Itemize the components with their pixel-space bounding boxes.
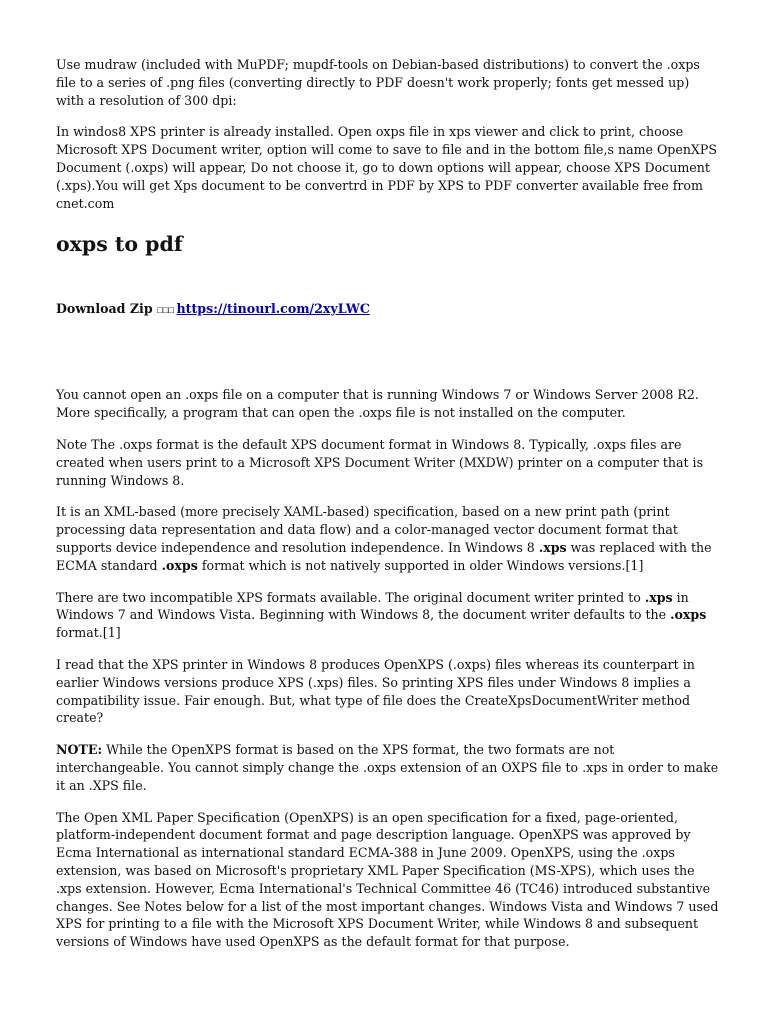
bold-term: .xps	[538, 539, 567, 555]
bold-term: .oxps	[161, 557, 198, 573]
body-paragraph-note: Note The .oxps format is the default XPS document format in Windows 8. Typically, .oxps files are created when users print to a Microsoft XPS Document Writer (MXDW) printer on a computer that is running Windows 8.	[56, 436, 704, 488]
bold-term: .xps	[644, 589, 673, 605]
download-line	[56, 300, 720, 319]
text-run: While the OpenXPS format is based on the XPS format, the two formats are not interchangeable. You cannot simply change the .oxps extension of an OXPS file to .xps in order to make it an .XPS file.	[56, 742, 719, 793]
body-paragraph-incompatible-formats	[56, 589, 720, 642]
body-paragraph-note-openxps	[56, 741, 720, 794]
body-paragraph-xps-printer: I read that the XPS printer in Windows 8 produces OpenXPS (.oxps) files whereas its counterpart in earlier Windows versions produce XPS (.xps) files. So printing XPS files under Windows 8 implies a compatibility issue. Fair enough. But, what type of file does the CreateXpsDocumentWriter method create?	[56, 656, 695, 726]
body-paragraph-cannot-open: You cannot open an .oxps file on a computer that is running Windows 7 or Windows Server 2008 R2. More specifically, a program that can open the .oxps file is not installed on the computer.	[56, 387, 699, 421]
download-label: Download Zip	[56, 301, 153, 317]
intro-paragraph-windows8: In windos8 XPS printer is already installed. Open oxps file in xps viewer and click to print, choose Microsoft XPS Document writer, option will come to save to file and in the bottom file,s name OpenXPS Document (.oxps) will appear, Do not choose it, go to down options will appear, choose XPS Document (.xps).You will get Xps document to be convertrd in PDF by XPS to PDF converter available free from cnet.com	[56, 124, 717, 211]
text-run: format.[1]	[56, 625, 121, 641]
text-run: was replaced with the ECMA standard	[56, 539, 712, 573]
download-link[interactable]: https://tinourl.com/2xyLWC	[176, 301, 370, 317]
bold-term: .oxps	[670, 607, 707, 623]
text-run: There are two incompatible XPS formats available. The original document writer printed to	[56, 589, 645, 605]
note-label: NOTE:	[56, 742, 103, 758]
text-run: format which is not natively supported in older Windows versions.[1]	[197, 557, 644, 573]
page-heading: oxps to pdf	[56, 232, 183, 257]
body-paragraph-openxps-spec: The Open XML Paper Specification (OpenXPS) is an open specification for a fixed, page-oriented, platform-independent document format and page description language. OpenXPS was approved by Ecma International as international standard ECMA-388 in June 2009. OpenXPS, using the .oxps extension, was based on Microsoft's proprietary XML Paper Specification (MS-XPS), which uses the .xps extension. However, Ecma International's Technical Committee 46 (TC46) introduced substantive changes. See Notes below for a list of the most important changes. Windows Vista and Windows 7 used XPS for printing to a file with the Microsoft XPS Document Writer, while Windows 8 and subsequent versions of Windows have used OpenXPS as the default format for that purpose.	[56, 809, 719, 950]
missing-glyph-icons: ☐☐☐	[156, 303, 174, 317]
text-run: It is an XML-based (more precisely XAML-based) specification, based on a new print path (print processing data representation and data flow) and a color-managed vector document format that supports device independence and resolution independence. In Windows 8	[56, 504, 678, 555]
text-run: in Windows 7 and Windows Vista. Beginning with Windows 8, the document writer defaults to the	[56, 589, 689, 623]
body-paragraph-xml-based	[56, 503, 720, 574]
intro-paragraph-mudraw: Use mudraw (included with MuPDF; mupdf-tools on Debian-based distributions) to convert the .oxps file to a series of .png files (converting directly to PDF doesn't work properly; fonts get messed up) with a resolution of 300 dpi:	[56, 57, 700, 108]
